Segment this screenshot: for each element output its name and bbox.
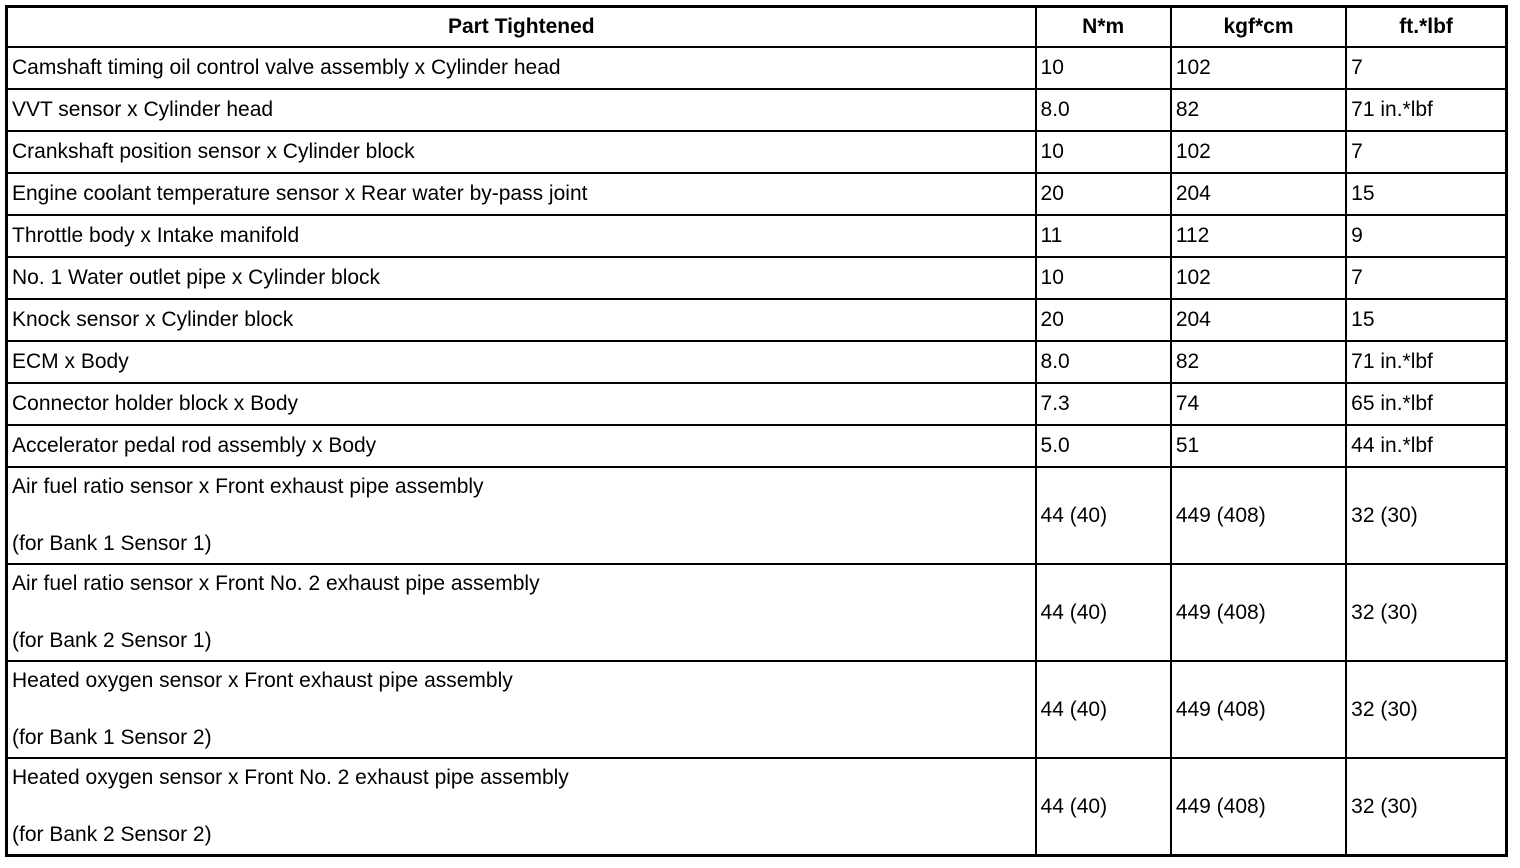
header-ftlbf: ft.*lbf (1346, 7, 1506, 48)
cell-nm: 20 (1036, 173, 1171, 215)
table-row (7, 173, 1507, 215)
cell-part-tightened: Accelerator pedal rod assembly x Body (7, 425, 1036, 467)
cell-ftlbf: 44 in.*lbf (1346, 425, 1506, 467)
cell-kgfcm: 204 (1171, 173, 1346, 215)
cell-kgfcm: 82 (1171, 89, 1346, 131)
table-row (7, 89, 1507, 131)
cell-ftlbf: 32 (30) (1346, 661, 1506, 758)
cell-part-tightened: VVT sensor x Cylinder head (7, 89, 1036, 131)
table-row (7, 661, 1507, 758)
cell-part-tightened (7, 661, 1036, 758)
cell-kgfcm: 74 (1171, 383, 1346, 425)
header-part-tightened: Part Tightened (7, 7, 1036, 48)
cell-part-tightened (7, 758, 1036, 856)
cell-kgfcm: 449 (408) (1171, 661, 1346, 758)
cell-ftlbf: 7 (1346, 131, 1506, 173)
cell-ftlbf: 71 in.*lbf (1346, 89, 1506, 131)
part-line: Heated oxygen sensor x Front No. 2 exhaust pipe assembly (12, 766, 569, 789)
cell-kgfcm: 102 (1171, 257, 1346, 299)
table-row (7, 215, 1507, 257)
cell-nm: 7.3 (1036, 383, 1171, 425)
cell-kgfcm: 449 (408) (1171, 467, 1346, 564)
cell-kgfcm: 82 (1171, 341, 1346, 383)
cell-part-tightened: Crankshaft position sensor x Cylinder block (7, 131, 1036, 173)
cell-part-tightened: Camshaft timing oil control valve assembly x Cylinder head (7, 47, 1036, 89)
cell-ftlbf: 15 (1346, 299, 1506, 341)
cell-nm: 20 (1036, 299, 1171, 341)
cell-nm: 10 (1036, 47, 1171, 89)
cell-nm: 44 (40) (1036, 467, 1171, 564)
table-row (7, 383, 1507, 425)
part-line: Air fuel ratio sensor x Front No. 2 exhaust pipe assembly (12, 572, 540, 595)
cell-kgfcm: 449 (408) (1171, 758, 1346, 856)
cell-nm: 10 (1036, 257, 1171, 299)
part-line: (for Bank 2 Sensor 1) (12, 629, 212, 652)
torque-specification-table (5, 5, 1508, 857)
cell-part-tightened: Throttle body x Intake manifold (7, 215, 1036, 257)
part-line: Heated oxygen sensor x Front exhaust pipe assembly (12, 669, 513, 692)
part-line: (for Bank 2 Sensor 2) (12, 823, 212, 846)
header-nm: N*m (1036, 7, 1171, 48)
cell-ftlbf: 15 (1346, 173, 1506, 215)
cell-part-tightened (7, 564, 1036, 661)
part-line: (for Bank 1 Sensor 1) (12, 532, 212, 555)
cell-kgfcm: 51 (1171, 425, 1346, 467)
table-row (7, 131, 1507, 173)
cell-nm: 44 (40) (1036, 758, 1171, 856)
table-body (7, 47, 1507, 856)
cell-kgfcm: 449 (408) (1171, 564, 1346, 661)
header-row (7, 7, 1507, 48)
cell-ftlbf: 65 in.*lbf (1346, 383, 1506, 425)
cell-part-tightened: ECM x Body (7, 341, 1036, 383)
cell-nm: 8.0 (1036, 89, 1171, 131)
cell-kgfcm: 102 (1171, 47, 1346, 89)
cell-nm: 10 (1036, 131, 1171, 173)
table-row (7, 564, 1507, 661)
table-row (7, 47, 1507, 89)
table-row (7, 758, 1507, 856)
cell-nm: 11 (1036, 215, 1171, 257)
cell-nm: 44 (40) (1036, 661, 1171, 758)
cell-nm: 8.0 (1036, 341, 1171, 383)
cell-part-tightened: Knock sensor x Cylinder block (7, 299, 1036, 341)
cell-ftlbf: 71 in.*lbf (1346, 341, 1506, 383)
cell-part-tightened: Engine coolant temperature sensor x Rear water by-pass joint (7, 173, 1036, 215)
cell-ftlbf: 32 (30) (1346, 467, 1506, 564)
part-line: Air fuel ratio sensor x Front exhaust pipe assembly (12, 475, 484, 498)
table-row (7, 425, 1507, 467)
table-row (7, 341, 1507, 383)
cell-ftlbf: 7 (1346, 47, 1506, 89)
cell-ftlbf: 7 (1346, 257, 1506, 299)
cell-part-tightened: No. 1 Water outlet pipe x Cylinder block (7, 257, 1036, 299)
cell-part-tightened (7, 467, 1036, 564)
table-row (7, 257, 1507, 299)
cell-nm: 44 (40) (1036, 564, 1171, 661)
cell-ftlbf: 32 (30) (1346, 758, 1506, 856)
table-row (7, 467, 1507, 564)
header-kgfcm: kgf*cm (1171, 7, 1346, 48)
table-row (7, 299, 1507, 341)
cell-part-tightened: Connector holder block x Body (7, 383, 1036, 425)
part-line: (for Bank 1 Sensor 2) (12, 726, 212, 749)
cell-kgfcm: 204 (1171, 299, 1346, 341)
cell-nm: 5.0 (1036, 425, 1171, 467)
cell-kgfcm: 112 (1171, 215, 1346, 257)
cell-ftlbf: 9 (1346, 215, 1506, 257)
cell-kgfcm: 102 (1171, 131, 1346, 173)
cell-ftlbf: 32 (30) (1346, 564, 1506, 661)
